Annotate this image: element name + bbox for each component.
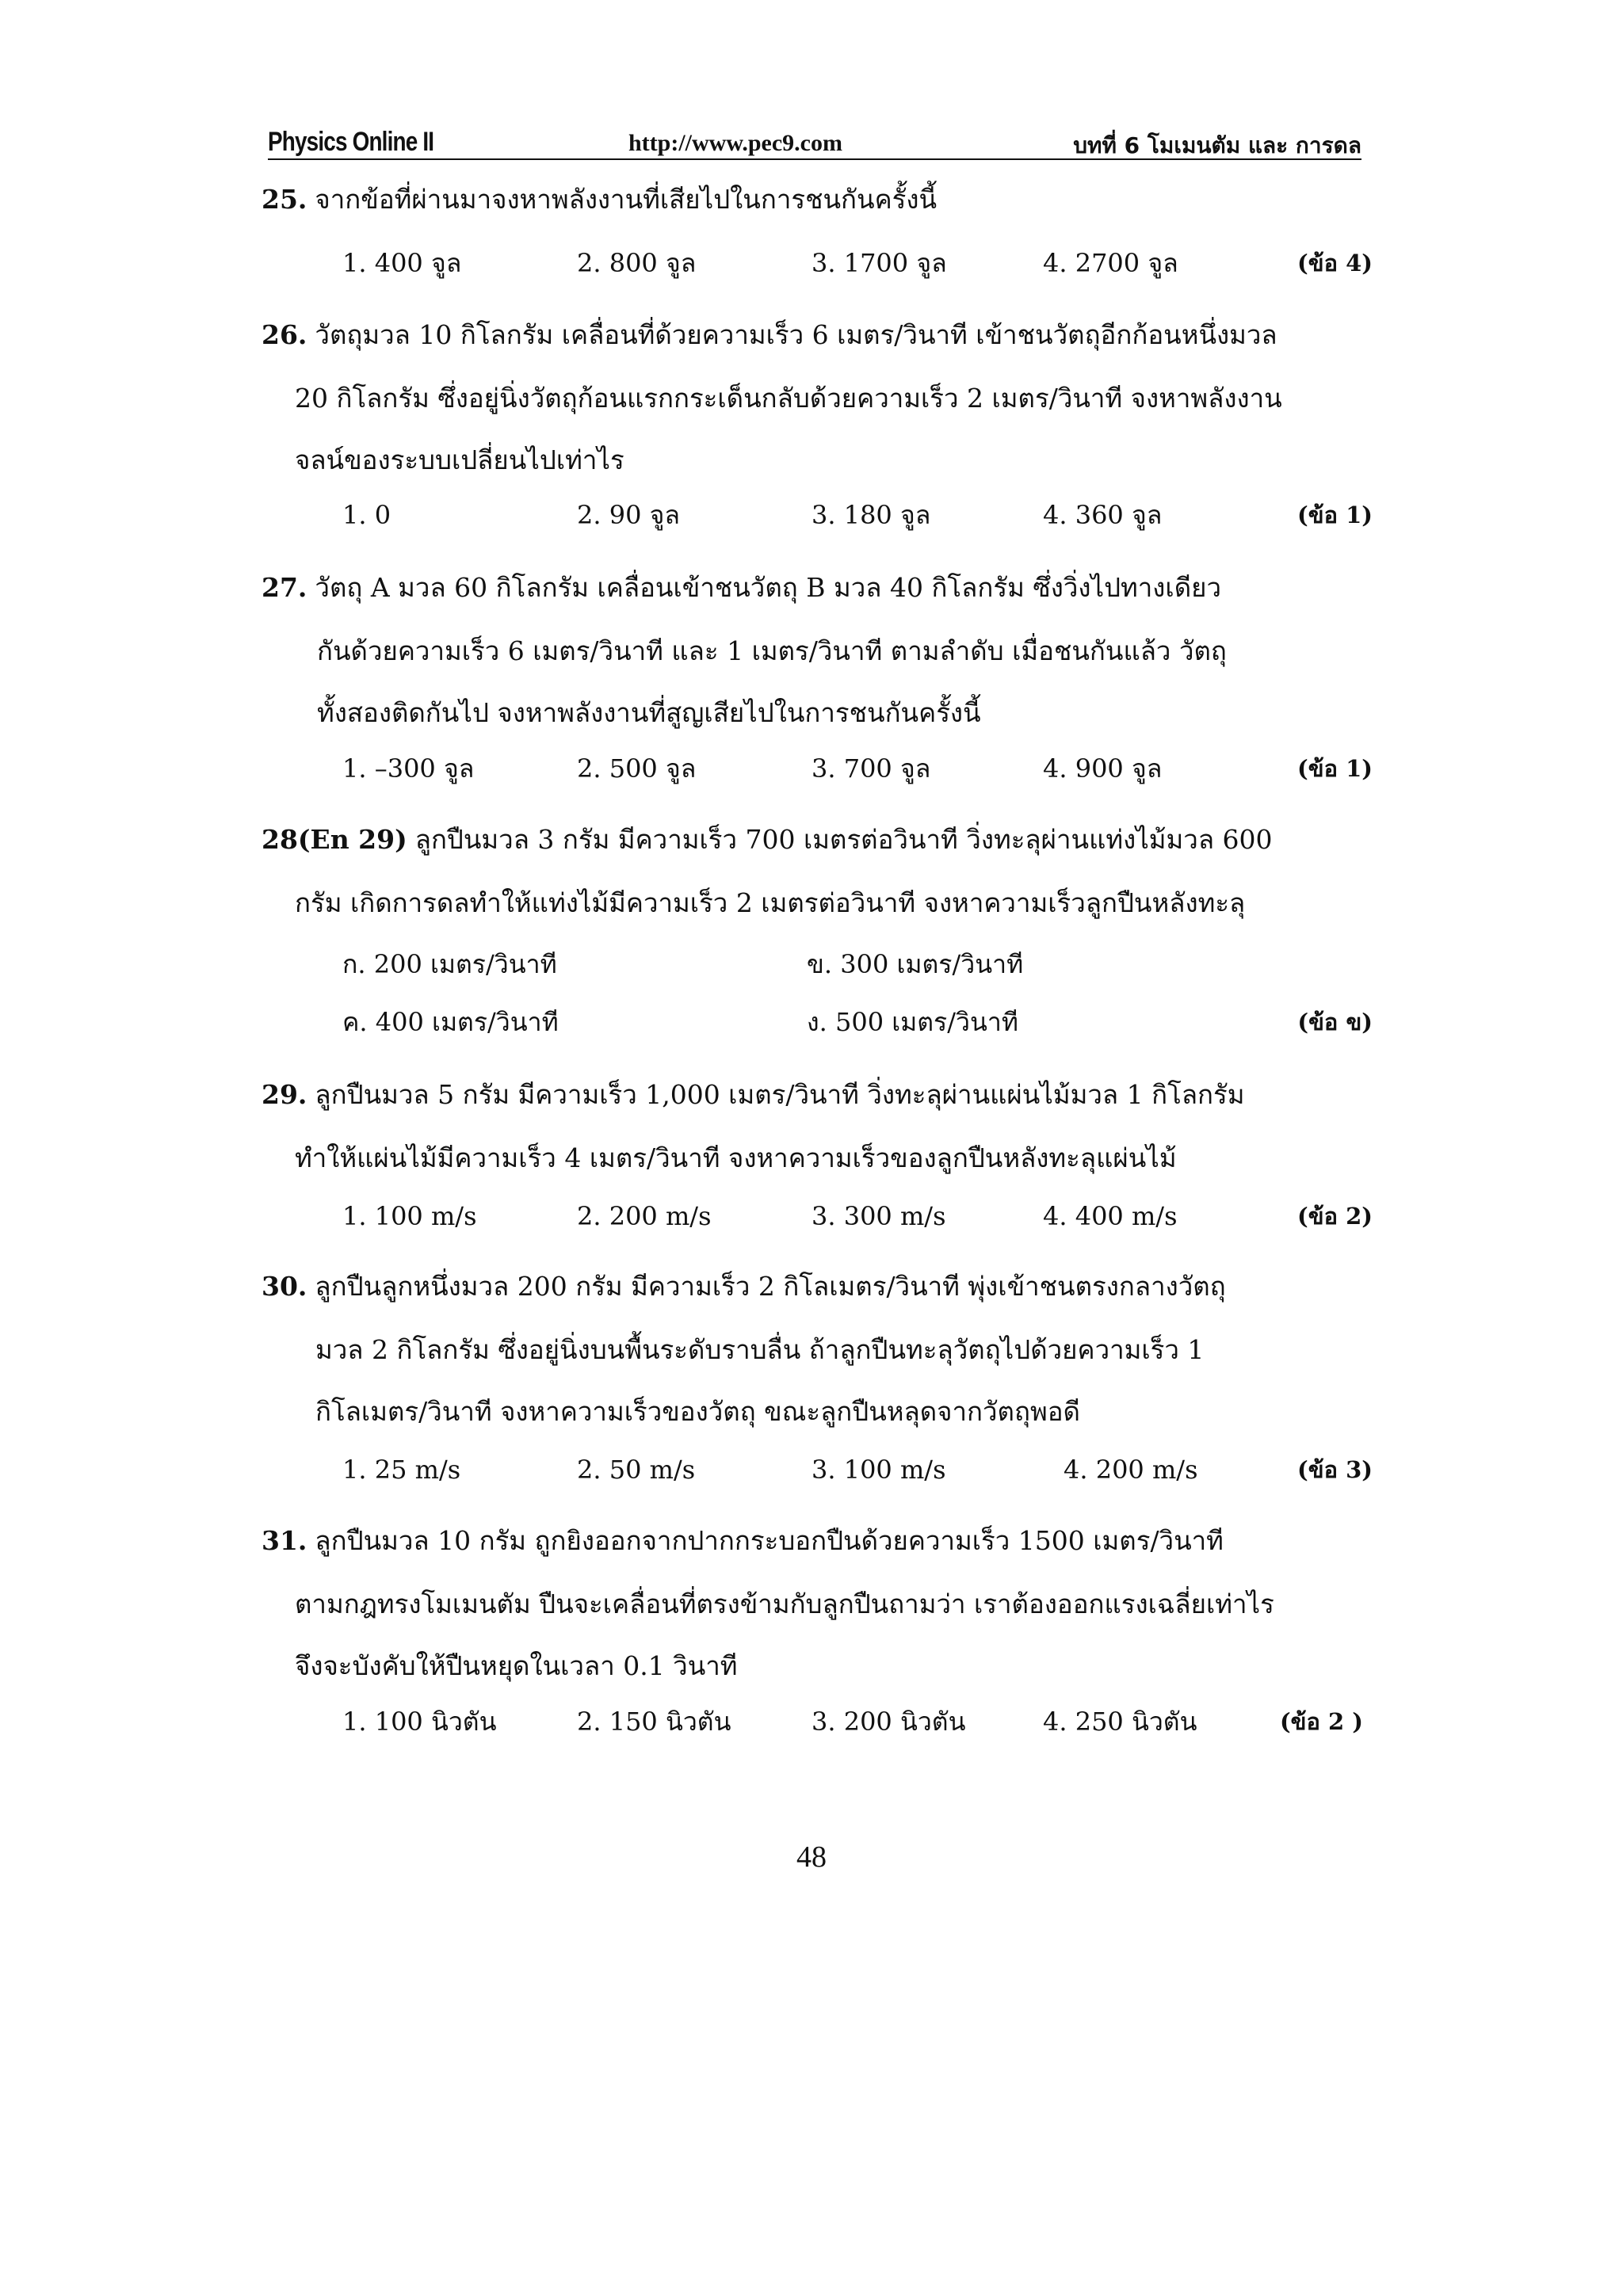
question-number: 31.: [262, 1525, 307, 1556]
header-url: http://www.pec9.com: [628, 130, 842, 156]
question-text: กันด้วยความเร็ว 6 เมตร/วินาที และ 1 เมตร/วินาที ตามลำดับ เมื่อชนกันแล้ว วัตถุ: [317, 635, 1227, 666]
option: 2. 200 m/s: [577, 1201, 712, 1231]
question-text: จากข้อที่ผ่านมาจงหาพลังงานที่เสียไปในการชนกันครั้งนี้: [315, 184, 938, 215]
question-text: วัตถุมวล 10 กิโลกรัม เคลื่อนที่ด้วยความเร็ว 6 เมตร/วินาที เข้าชนวัตถุอีกก้อนหนึ่งมวล: [315, 319, 1277, 350]
option: 1. –300 จูล: [342, 753, 475, 784]
option: 1. 100 m/s: [342, 1201, 477, 1231]
question-text: ทำให้แผ่นไม้มีความเร็ว 4 เมตร/วินาที จงหาความเร็วของลูกปืนหลังทะลุแผ่นไม้: [295, 1142, 1177, 1173]
question-number: 28(En 29): [262, 824, 407, 855]
header-title: Physics Online II: [268, 127, 434, 157]
question-number: 26.: [262, 319, 307, 350]
option: 3. 1700 จูล: [812, 248, 947, 278]
option: 2. 500 จูล: [577, 753, 697, 784]
option: 4. 2700 จูล: [1043, 248, 1178, 278]
option: 2. 150 นิวตัน: [577, 1707, 731, 1737]
options-27: [342, 753, 1373, 784]
answer-key: (ข้อ 3): [1297, 1456, 1373, 1483]
question-text: 20 กิโลกรัม ซึ่งอยู่นิ่งวัตถุก้อนแรกกระเด็นกลับด้วยความเร็ว 2 เมตร/วินาที จงหาพลังงาน: [295, 383, 1282, 414]
question-text: ลูกปืนมวล 10 กรัม ถูกยิงออกจากปากกระบอกปืนด้วยความเร็ว 1500 เมตร/วินาที: [315, 1525, 1224, 1556]
options-28-row2: [342, 1006, 1373, 1038]
option: ค. 400 เมตร/วินาที: [342, 1007, 559, 1037]
option: 1. 400 จูล: [342, 248, 462, 278]
header-rule: [268, 158, 1361, 160]
question-27: [262, 572, 1371, 729]
option: 2. 90 จูล: [577, 500, 680, 530]
page-header: [268, 127, 1361, 163]
question-number: 30.: [262, 1271, 307, 1302]
question-29: [262, 1079, 1371, 1174]
options-25: [342, 247, 1373, 279]
question-number: 27.: [262, 572, 307, 603]
options-30: [342, 1454, 1373, 1486]
option: ง. 500 เมตร/วินาที: [807, 1007, 1018, 1037]
option: 3. 700 จูล: [812, 753, 931, 784]
option: 4. 250 นิวตัน: [1043, 1707, 1197, 1737]
question-text: ลูกปืนลูกหนึ่งมวล 200 กรัม มีความเร็ว 2 กิโลเมตร/วินาที พุ่งเข้าชนตรงกลางวัตถุ: [315, 1271, 1226, 1302]
option: 3. 100 m/s: [812, 1455, 946, 1485]
option: 1. 100 นิวตัน: [342, 1707, 497, 1737]
question-number: 29.: [262, 1079, 307, 1110]
header-chapter: บทที่ 6 โมเมนตัม และ การดล: [1073, 132, 1361, 158]
question-31: [262, 1525, 1371, 1682]
options-26: [342, 499, 1373, 531]
question-text: กิโลเมตร/วินาที จงหาความเร็วของวัตถุ ขณะลูกปืนหลุดจากวัตถุพอดี: [315, 1396, 1080, 1427]
option: 3. 180 จูล: [812, 500, 931, 530]
question-text: ทั้งสองติดกันไป จงหาพลังงานที่สูญเสียไปในการชนกันครั้งนี้: [317, 697, 981, 728]
question-text: ลูกปืนมวล 5 กรัม มีความเร็ว 1,000 เมตร/วินาที วิ่งทะลุผ่านแผ่นไม้มวล 1 กิโลกรัม: [315, 1079, 1245, 1110]
option: 3. 200 นิวตัน: [812, 1707, 966, 1737]
answer-key: (ข้อ 2 ): [1279, 1708, 1363, 1735]
answer-key: (ข้อ ข): [1297, 1009, 1373, 1035]
question-26: [262, 319, 1371, 476]
answer-key: (ข้อ 1): [1297, 502, 1373, 528]
options-31: [342, 1706, 1373, 1737]
option: 4. 200 m/s: [1064, 1455, 1198, 1485]
option: 4. 360 จูล: [1043, 500, 1163, 530]
option: 1. 0: [342, 500, 391, 530]
option: 4. 400 m/s: [1043, 1201, 1178, 1231]
question-text: กรัม เกิดการดลทำให้แท่งไม้มีความเร็ว 2 เมตรต่อวินาที จงหาความเร็วลูกปืนหลังทะลุ: [295, 887, 1246, 918]
option: ข. 300 เมตร/วินาที: [807, 949, 1024, 979]
question-text: วัตถุ A มวล 60 กิโลกรัม เคลื่อนเข้าชนวัตถุ B มวล 40 กิโลกรัม ซึ่งวิ่งไปทางเดียว: [315, 572, 1221, 603]
options-28-row1: [342, 948, 1373, 980]
option: 3. 300 m/s: [812, 1201, 946, 1231]
question-text: ตามกฎทรงโมเมนตัม ปืนจะเคลื่อนที่ตรงข้ามกับลูกปืนถามว่า เราต้องออกแรงเฉลี่ยเท่าไร: [295, 1589, 1274, 1619]
option: ก. 200 เมตร/วินาที: [342, 949, 557, 979]
question-text: จึงจะบังคับให้ปืนหยุดในเวลา 0.1 วินาที: [295, 1650, 738, 1681]
options-29: [342, 1200, 1373, 1232]
answer-key: (ข้อ 1): [1297, 755, 1373, 782]
answer-key: (ข้อ 4): [1297, 250, 1373, 277]
page-number: 48: [796, 1840, 827, 1874]
answer-key: (ข้อ 2): [1297, 1203, 1373, 1230]
question-text: จลน์ของระบบเปลี่ยนไปเท่าไร: [295, 444, 624, 475]
question-text: ลูกปืนมวล 3 กรัม มีความเร็ว 700 เมตรต่อวินาที วิ่งทะลุผ่านแท่งไม้มวล 600: [414, 824, 1273, 855]
question-number: 25.: [262, 184, 307, 215]
option: 1. 25 m/s: [342, 1455, 461, 1485]
question-28: [262, 824, 1371, 919]
option: 2. 50 m/s: [577, 1455, 696, 1485]
option: 4. 900 จูล: [1043, 753, 1163, 784]
question-text: มวล 2 กิโลกรัม ซึ่งอยู่นิ่งบนพื้นระดับราบลื่น ถ้าลูกปืนทะลุวัตถุไปด้วยความเร็ว 1: [315, 1334, 1205, 1365]
question-30: [262, 1271, 1371, 1428]
question-25: [262, 184, 1371, 215]
option: 2. 800 จูล: [577, 248, 697, 278]
